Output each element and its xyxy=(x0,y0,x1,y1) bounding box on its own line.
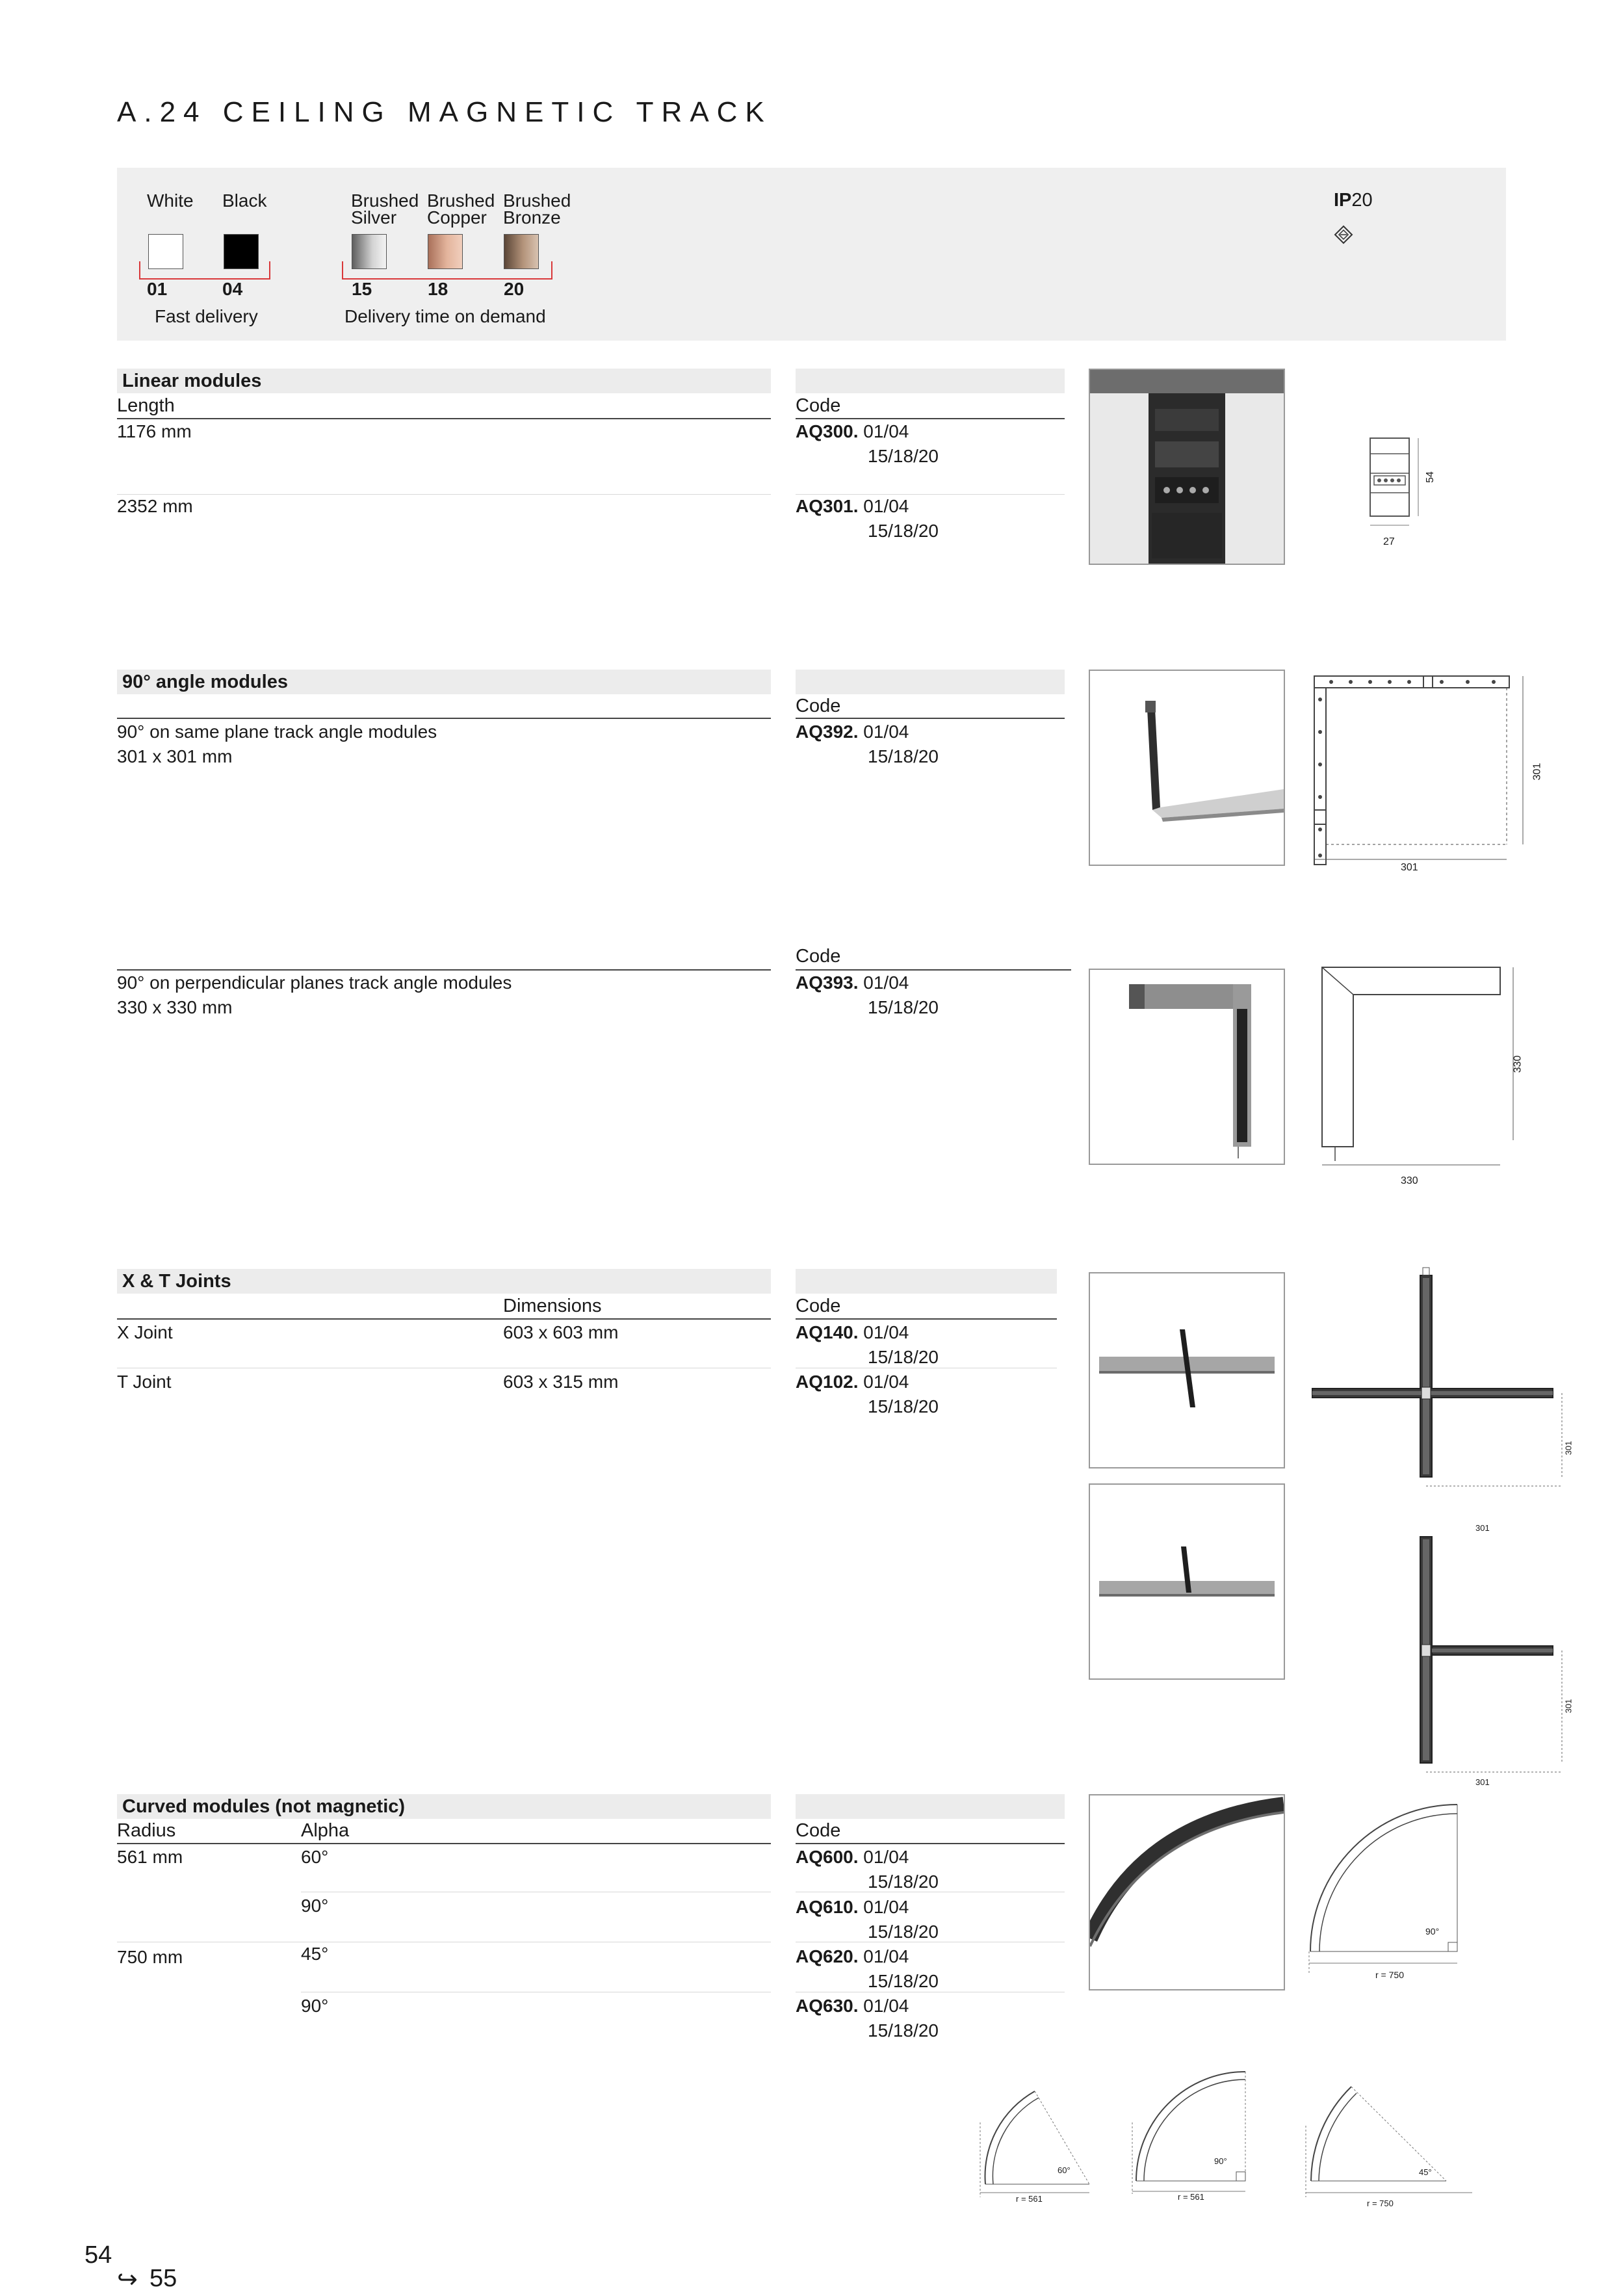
linear-length-1: 1176 mm xyxy=(117,421,192,441)
angle-perp-code-rule xyxy=(796,969,1071,971)
joint-t-code: AQ102. 01/04 xyxy=(796,1372,909,1392)
curved-large-radius: r = 750 xyxy=(1375,1970,1404,1980)
angle-same-photo xyxy=(1089,670,1285,866)
angle-same-size: 301 x 301 mm xyxy=(117,746,233,766)
joint-t-name: T Joint xyxy=(117,1372,172,1392)
curved-code-3: AQ620. 01/04 xyxy=(796,1946,909,1966)
curved-code-rule xyxy=(796,1843,1065,1844)
angle-perp-drawing xyxy=(1312,965,1526,1173)
linear-code-divider xyxy=(796,494,1065,495)
linear-code-band xyxy=(796,369,1065,393)
joint-x-dim: 603 x 603 mm xyxy=(503,1322,619,1342)
angle-same-image xyxy=(1090,671,1284,865)
joints-code-rule xyxy=(796,1318,1057,1320)
curved-code-band xyxy=(796,1794,1065,1819)
curved-finish-1: 15/18/20 xyxy=(868,1872,939,1892)
curved-photo xyxy=(1089,1794,1285,1990)
angle-rule xyxy=(117,718,771,719)
curved-drawing-90 xyxy=(1130,2064,1260,2207)
curved-radius-3: 750 mm xyxy=(117,1947,183,1967)
finishes-panel xyxy=(117,168,1506,341)
curved-45-angle: 45° xyxy=(1419,2167,1432,2177)
curved-finish-2: 15/18/20 xyxy=(868,1922,939,1942)
curved-90-angle: 90° xyxy=(1214,2156,1227,2166)
linear-dim-height: 54 xyxy=(1424,471,1436,483)
joint-x-dim-a: 301 xyxy=(1563,1441,1574,1455)
angle-perp-desc: 90° on perpendicular planes track angle modules xyxy=(117,972,512,993)
joint-t-image xyxy=(1090,1485,1284,1678)
curved-60-radius: r = 561 xyxy=(1016,2194,1043,2204)
on-demand-bracket xyxy=(342,261,552,280)
finish-label-silver: Brushed Silver xyxy=(351,190,419,228)
joint-x-photo xyxy=(1089,1272,1285,1468)
angle-perp-photo xyxy=(1089,969,1285,1165)
curved-col-code: Code xyxy=(796,1820,841,1841)
angle-col-code-2: Code xyxy=(796,946,841,967)
angle-same-dim-a: 301 xyxy=(1531,763,1543,781)
curved-alpha-2: 90° xyxy=(301,1896,329,1916)
page-number-right[interactable]: 55 xyxy=(149,2265,177,2292)
angle-same-dim-b: 301 xyxy=(1401,862,1418,873)
angle-same-drawing xyxy=(1312,673,1533,881)
curved-alpha-3: 45° xyxy=(301,1944,329,1964)
linear-module-photo xyxy=(1089,369,1285,565)
finish-label-bronze: Brushed Bronze xyxy=(503,190,571,228)
linear-col-code: Code xyxy=(796,395,841,416)
linear-row-divider xyxy=(117,494,771,495)
joint-x-name: X Joint xyxy=(117,1322,173,1342)
curved-finish-3: 15/18/20 xyxy=(868,1971,939,1991)
finish-label-copper: Brushed Copper xyxy=(427,190,495,228)
curved-col-radius: Radius xyxy=(117,1820,176,1841)
joint-x-dim-b: 301 xyxy=(1475,1523,1490,1533)
curved-rule xyxy=(117,1843,771,1844)
linear-rule xyxy=(117,418,771,419)
page-title: A.24 CEILING MAGNETIC TRACK xyxy=(117,96,772,128)
joints-heading: X & T Joints xyxy=(117,1269,771,1294)
dimmable-icon xyxy=(1334,225,1353,244)
joint-x-finish: 15/18/20 xyxy=(868,1347,939,1367)
joint-t-dim-b: 301 xyxy=(1475,1777,1490,1787)
linear-code-2: AQ301. 01/04 xyxy=(796,496,909,516)
curved-alpha-4: 90° xyxy=(301,1996,329,2016)
joint-t-dim-a: 301 xyxy=(1563,1699,1574,1714)
angle-perp-finish: 15/18/20 xyxy=(868,997,939,1017)
angle-heading: 90° angle modules xyxy=(117,670,771,694)
linear-dim-width: 27 xyxy=(1383,536,1395,547)
curved-60-angle: 60° xyxy=(1058,2165,1071,2175)
curved-col-alpha: Alpha xyxy=(301,1820,350,1841)
angle-code-band xyxy=(796,670,1065,694)
joint-t-finish: 15/18/20 xyxy=(868,1396,939,1416)
finish-label-white: White xyxy=(147,190,194,211)
linear-heading: Linear modules xyxy=(117,369,771,393)
linear-length-2: 2352 mm xyxy=(117,496,193,516)
joints-col-dimensions: Dimensions xyxy=(503,1296,602,1316)
curved-code-4: AQ630. 01/04 xyxy=(796,1996,909,2016)
linear-code-rule xyxy=(796,418,1065,419)
angle-perp-size: 330 x 330 mm xyxy=(117,997,233,1017)
fast-delivery-bracket xyxy=(139,261,270,280)
joints-code-band xyxy=(796,1269,1057,1294)
curved-code-1: AQ600. 01/04 xyxy=(796,1847,909,1867)
angle-perp-rule xyxy=(117,969,771,971)
on-demand-note: Delivery time on demand xyxy=(344,306,546,326)
curved-drawing-45 xyxy=(1302,2067,1477,2210)
angle-same-code: AQ392. 01/04 xyxy=(796,722,909,742)
linear-section-drawing xyxy=(1358,434,1456,558)
linear-col-length: Length xyxy=(117,395,175,416)
finish-code-04: 04 xyxy=(222,279,243,299)
angle-same-finish: 15/18/20 xyxy=(868,746,939,766)
curved-drawing-60 xyxy=(975,2077,1098,2207)
curved-45-radius: r = 750 xyxy=(1367,2198,1394,2208)
curved-large-angle: 90° xyxy=(1425,1926,1440,1937)
finish-code-20: 20 xyxy=(504,279,525,299)
page-number-left: 54 xyxy=(84,2241,112,2269)
angle-perp-code: AQ393. 01/04 xyxy=(796,972,909,993)
curved-alpha-1: 60° xyxy=(301,1847,329,1867)
curved-90-radius: r = 561 xyxy=(1178,2192,1204,2202)
finish-code-01: 01 xyxy=(147,279,168,299)
joint-t-dim: 603 x 315 mm xyxy=(503,1372,619,1392)
joint-x-image xyxy=(1090,1273,1284,1467)
linear-finish-1: 15/18/20 xyxy=(868,446,939,466)
angle-perp-image xyxy=(1090,970,1284,1164)
joint-t-drawing xyxy=(1310,1534,1570,1788)
curved-radius-1: 561 mm xyxy=(117,1847,183,1867)
angle-perp-dim-b: 330 xyxy=(1401,1175,1418,1186)
finish-code-18: 18 xyxy=(428,279,448,299)
curved-heading: Curved modules (not magnetic) xyxy=(117,1794,771,1819)
curved-finish-4: 15/18/20 xyxy=(868,2020,939,2041)
angle-same-desc: 90° on same plane track angle modules xyxy=(117,722,437,742)
linear-profile-image xyxy=(1090,370,1284,564)
linear-code-1: AQ300. 01/04 xyxy=(796,421,909,441)
curved-drawing-large xyxy=(1306,1801,1482,1983)
joint-t-photo xyxy=(1089,1483,1285,1680)
angle-code-rule xyxy=(796,718,1065,719)
curved-image xyxy=(1090,1795,1284,1989)
ip-rating: IP20 xyxy=(1334,190,1373,211)
fast-delivery-note: Fast delivery xyxy=(155,306,258,326)
next-page-arrow-icon[interactable]: ↪ xyxy=(117,2266,138,2293)
angle-col-code: Code xyxy=(796,696,841,716)
angle-perp-dim-a: 330 xyxy=(1512,1055,1524,1073)
finish-label-black: Black xyxy=(222,190,267,211)
joints-rule xyxy=(117,1318,771,1320)
linear-finish-2: 15/18/20 xyxy=(868,521,939,541)
finish-code-15: 15 xyxy=(352,279,372,299)
curved-code-2: AQ610. 01/04 xyxy=(796,1897,909,1917)
joint-x-code: AQ140. 01/04 xyxy=(796,1322,909,1342)
joints-col-code: Code xyxy=(796,1296,841,1316)
